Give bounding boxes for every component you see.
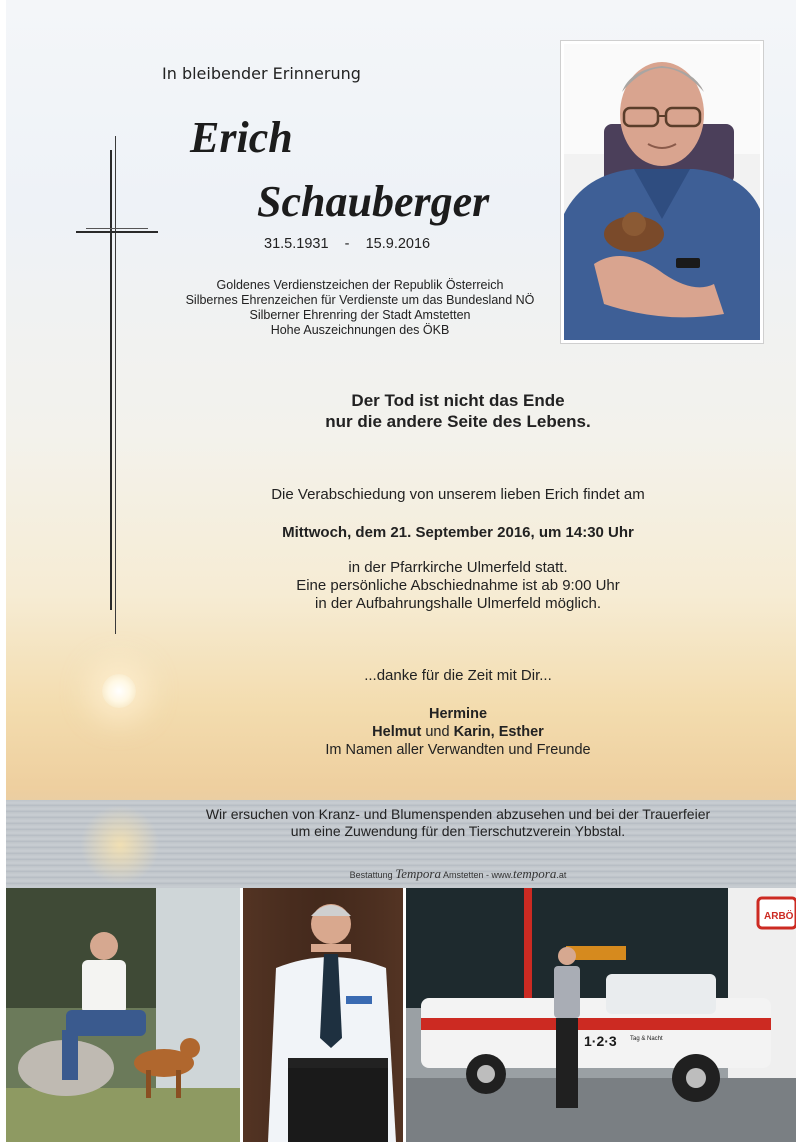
family-joiner: und bbox=[425, 724, 450, 740]
location-line: Eine persönliche Abschiednahme ist ab 9:00 Uhr bbox=[296, 577, 620, 594]
photo-man-in-uniform bbox=[243, 888, 403, 1142]
location-line: in der Aufbahrungshalle Ulmerfeld möglich. bbox=[315, 595, 601, 612]
honor-item: Hohe Auszeichnungen des ÖKB bbox=[270, 323, 450, 337]
donation-request bbox=[150, 806, 766, 840]
footer-suffix: .at bbox=[556, 870, 567, 880]
portrait-photo bbox=[560, 40, 764, 344]
date-separator: - bbox=[344, 236, 350, 252]
thanks-line: ...danke für die Zeit mit Dir... bbox=[364, 667, 552, 684]
funeral-home-logo: Tempora bbox=[395, 866, 441, 881]
ceremony-datetime: Mittwoch, dem 21. September 2016, um 14:30 Uhr bbox=[282, 524, 634, 541]
ceremony-location bbox=[190, 559, 726, 613]
sun-icon bbox=[102, 674, 136, 708]
cross-horizontal-line bbox=[86, 228, 148, 229]
honors-list bbox=[140, 278, 580, 338]
cross-horizontal-bar bbox=[76, 231, 158, 233]
sun-reflection bbox=[80, 805, 160, 885]
truck-label: 1·2·3 bbox=[584, 1033, 617, 1049]
photo-man-with-dog bbox=[6, 888, 240, 1142]
sign-text: ARBÖ bbox=[764, 911, 794, 922]
honor-item: Silbernes Ehrenzeichen für Verdienste um das Bundesland NÖ bbox=[185, 293, 535, 307]
right-margin bbox=[796, 0, 800, 1142]
honor-item: Silberner Ehrenring der Stadt Amstetten bbox=[249, 308, 471, 322]
quote-line: Der Tod ist nicht das Ende bbox=[351, 391, 565, 410]
portrait-illustration bbox=[564, 44, 760, 340]
cross-vertical-bar bbox=[110, 150, 112, 610]
request-line: Wir ersuchen von Kranz- und Blumenspenden abzusehen und bei der Trauerfeier bbox=[205, 806, 711, 822]
photo-man-with-truck bbox=[406, 888, 796, 1142]
memory-line: In bleibender Erinnerung bbox=[162, 64, 361, 83]
family-name: Karin, Esther bbox=[453, 724, 544, 740]
honor-item: Goldenes Verdienstzeichen der Republik Österreich bbox=[216, 278, 504, 292]
funeral-home-footer bbox=[260, 866, 656, 882]
quote bbox=[240, 390, 676, 432]
photo-strip-illustration bbox=[6, 888, 796, 1142]
cross-vertical-line bbox=[115, 136, 116, 634]
last-name: Schauberger bbox=[257, 177, 490, 226]
ceremony-intro: Die Verabschiedung von unserem lieben Erich findet am bbox=[271, 486, 645, 503]
death-date: 15.9.2016 bbox=[365, 236, 431, 252]
life-dates bbox=[264, 236, 430, 252]
footer-prefix: Bestattung bbox=[349, 870, 393, 880]
footer-middle: Amstetten - www. bbox=[442, 870, 513, 880]
family-name: Hermine bbox=[428, 706, 488, 722]
location-line: in der Pfarrkirche Ulmerfeld statt. bbox=[348, 559, 568, 576]
truck-sublabel: Tag & Nacht bbox=[630, 1036, 663, 1042]
footer-brand-url: tempora bbox=[513, 866, 557, 881]
photo-strip bbox=[6, 888, 796, 1142]
family-name: Helmut bbox=[372, 724, 422, 740]
quote-line: nur die andere Seite des Lebens. bbox=[325, 412, 591, 431]
family-relatives: Im Namen aller Verwandten und Freunde bbox=[325, 742, 591, 758]
first-name: Erich bbox=[190, 113, 293, 162]
birth-date: 31.5.1931 bbox=[264, 236, 329, 252]
family-signature bbox=[190, 705, 726, 759]
request-line: um eine Zuwendung für den Tierschutzverein Ybbstal. bbox=[290, 823, 626, 839]
